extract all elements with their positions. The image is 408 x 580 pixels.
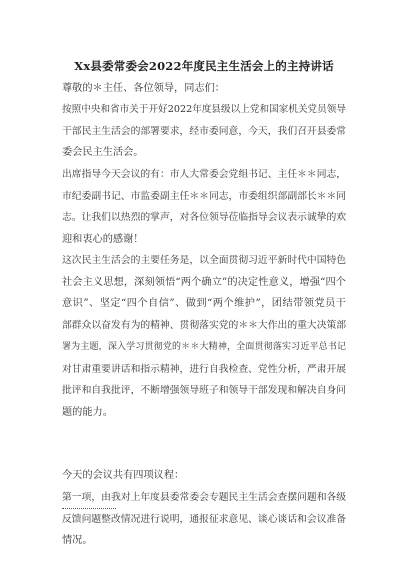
text-line: 对甘肃重要讲话和指示精神，进行自我检查、党性分析，严肃开展 — [62, 363, 346, 375]
paragraph-agenda-item-one — [62, 487, 346, 552]
text-line: 社会主义思想，深刻领悟“两个确立”的决定性意义，增强“四个 — [62, 276, 346, 288]
text-line: 批评和自我批评，不断增强领导班子和领导干部发现和解决自身问 — [62, 385, 346, 397]
text-line: 题的能力。 — [62, 406, 113, 418]
text-line: 委会民主生活会。 — [62, 147, 144, 159]
paragraph-meeting-purpose — [62, 99, 346, 164]
text-line: 署为主题，深入学习贯彻党的＊＊大精神，全面贯彻落实习近平总书记 — [62, 341, 346, 352]
salutation: 尊敬的＊主任、各位领导，同志们： — [62, 83, 225, 94]
text-line: 今天的会议共有四项议程： — [62, 470, 185, 481]
paragraph-attendees — [62, 164, 346, 251]
text-line: 市纪委副书记、市监委副主任＊＊同志，市委组织部副部长＊＊同 — [62, 190, 346, 202]
paragraph-main-task — [62, 250, 346, 424]
text-line: 出席指导今天会议的有：市人大常委会党组书记、主任＊＊同志， — [62, 169, 346, 180]
text-line: 按照中央和省市关于开好2022年度县级以上党和国家机关党员领导 — [62, 104, 346, 115]
text-line: 反馈问题整改情况进行说明，通报征求意见、谈心谈话和会议准备 — [62, 513, 346, 525]
paragraph-agenda-intro — [62, 465, 346, 487]
text-line: 意识”、坚定“四个自信”、做到“两个维护”，团结带领党员干 — [62, 298, 346, 310]
text-line: 情况。 — [62, 535, 93, 547]
text-line: 干部民主生活会的部署要求，经市委同意，今天，我们召开县委常 — [62, 125, 346, 137]
document-title: Xx县委常委会2022年度民主生活会上的主持讲话 — [74, 59, 334, 73]
footer-dotted-line — [62, 508, 116, 509]
text-line: 志。让我们以热烈的掌声，对各位领导莅临指导会议表示诚挚的欢 — [62, 212, 346, 224]
text-line: 第一项，由我对上年度县委常委会专题民主生活会查摆问题和各级 — [62, 492, 346, 503]
text-line: 迎和衷心的感谢！ — [62, 234, 144, 246]
text-line: 这次民主生活会的主要任务是，以全面贯彻习近平新时代中国特色 — [62, 255, 346, 266]
text-line: 部群众以奋发有为的精神、贯彻落实党的＊＊大作出的重大决策部 — [62, 320, 346, 332]
